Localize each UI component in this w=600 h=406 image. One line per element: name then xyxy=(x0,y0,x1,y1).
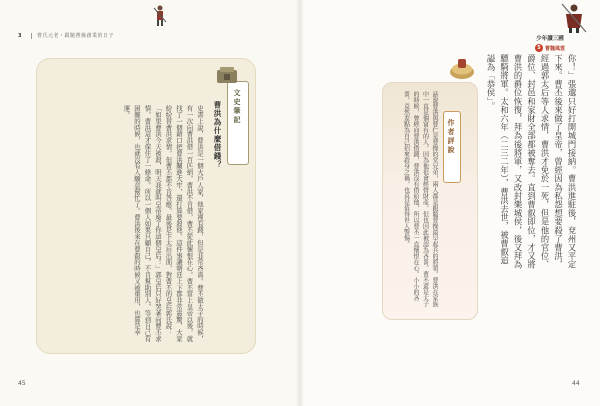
panel-title: 作者評說 xyxy=(447,119,455,155)
panel-body-text: 話說曹洪與曹仁是曹操的堂兄弟，兩人都是跟隨曹操最早起兵的將領。曹洪在家族中一直是個富有的人，因為他很會經營財產，但也因此被認為吝嗇。曹丕還是太子的時候，曾經向曹洪借錢，曹洪沒有借給他，所以曹丕一直懷恨在心。小小的吝嗇，竟然差點為自己招來殺身之禍，也真是值得世人警惕。 xyxy=(402,91,438,307)
volume-subtitle: 曹魏風雲 xyxy=(544,45,565,52)
author-commentary-panel xyxy=(382,82,478,320)
panel-question: 曹洪為什麼借錢？ xyxy=(213,101,222,169)
warrior-icon xyxy=(152,4,168,28)
volume-badge: 5 xyxy=(535,44,543,52)
series-header-right xyxy=(530,34,570,52)
series-title: 少年讀三國 xyxy=(536,36,564,42)
page-number-right: 44 xyxy=(572,380,580,387)
chapter-number: 3 xyxy=(18,33,22,39)
main-body-text: 你！」張邈只好打開城門接納。曹洪進駐後，兗州又平定下來。曹丕後來做了皇帝，曾經因為私怨想要殺了曹洪，經過郭太后等人求情，曹洪才免於一死，但是他的官位、爵位、封邑和家財全部都被奪去。直到曹叡即位，才又將曹洪的爵位恢復，拜為後將軍，又改封樂城侯，後又拜為驃騎將軍。太和六年（二三二年），曹洪去世，被曹叡追謚為「恭侯」。 xyxy=(486,54,577,269)
chapter-title: 曹氏元老・跟隨曹操創業的日子 xyxy=(36,33,114,39)
page-number-left: 45 xyxy=(18,380,26,387)
general-icon xyxy=(560,2,588,34)
header-divider xyxy=(31,33,32,39)
chapter-header-left xyxy=(18,32,114,39)
ancient-coin-icon xyxy=(214,64,240,86)
seal-icon xyxy=(448,56,476,82)
book-gutter xyxy=(296,0,304,406)
history-notes-panel xyxy=(36,58,256,354)
panel-title: 文史筆記 xyxy=(233,89,241,125)
panel-body-text: 史書上說，曹洪是一個大戶人家，他家裡有錢，但是非常吝嗇。曹丕做太子的時候，有一次向曹洪借一百匹絹，曹洪不肯借，曹丕從此懷恨在心。曹丕當上皇帝以後，就找了一個藉口把曹洪關進大牢，還打算要殺他。這件事讓朝廷上下都非常震驚，大家紛紛替曹洪求情，但曹丕都不肯答應。最後是卞太后出面，對曹丕的皇后郭氏說：「如果曹洪今天被殺，明天我就叫皇帝廢了你這個皇后！」郭皇后只好哭著向曹丕求情，曹洪這才保住了一條命。所以一個人如果只顧自己，不肯幫助別人，等到自己有困難的時候，也就沒有人願意幫忙了。曹洪後來在曹叡的時候又被重用，也算是幸運。 xyxy=(122,105,204,342)
